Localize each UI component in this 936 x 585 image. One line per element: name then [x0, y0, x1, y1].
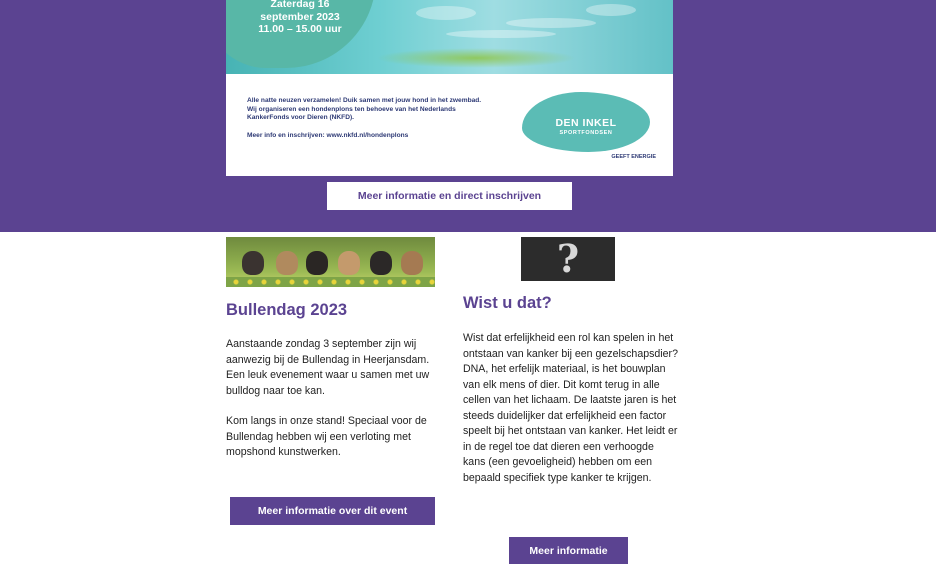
- article-paragraph: Kom langs in onze stand! Speciaal voor de Bullendag hebben wij een verloting met mopshond kunstwerken.: [226, 415, 427, 458]
- date-line2: september 2023: [260, 10, 340, 23]
- bulldogs-image: [226, 237, 435, 287]
- event-date: [248, 0, 352, 36]
- logo-title: DEN INKEL: [555, 117, 617, 129]
- question-mark-image: [521, 237, 615, 281]
- event-time: 11.00 – 15.00 uur: [258, 23, 342, 35]
- logo-subtitle: SPORTFONDSEN: [559, 130, 613, 136]
- more-info-button[interactable]: Meer informatie: [509, 537, 628, 564]
- banner-intro: Alle natte neuzen verzamelen! Duik samen met jouw hond in het zwembad. Wij organiseren een hondenplons ten behoeve van het Nederlands KankerFonds voor Dieren (NKFD).: [247, 97, 482, 122]
- date-line1: Zaterdag 16: [270, 0, 330, 10]
- article-title: Bullendag 2023: [226, 301, 348, 319]
- banner-text: [247, 97, 487, 149]
- logo-tagline: GEEFT ENERGIE: [611, 154, 656, 160]
- event-banner: [226, 0, 673, 176]
- banner-info-link: Meer info en inschrijven: www.nkfd.nl/hondenplons: [247, 131, 409, 139]
- article-wist-u-dat: [463, 237, 678, 486]
- question-mark-icon: ?: [556, 237, 580, 281]
- article-bullendag: [226, 237, 436, 461]
- register-button[interactable]: Meer informatie en direct inschrijven: [327, 182, 572, 210]
- article-paragraph: Wist dat erfelijkheid een rol kan spelen in het ontstaan van kanker bij een gezelschapsdier? DNA, het erfelijk materiaal, is het bouwplan van elk mens of dier. Dit komt terug in alle cellen van het lichaam. De laatste jaren is het steeds duidelijker dat erfelijkheid een factor speelt bij het ontstaan van kanker. Het leidt er in de regel toe dat dieren een verhoogde kans (een gevoeligheid) hebben om een bepaald specifiek type kanker te krijgen.: [463, 332, 678, 484]
- banner-photo: [226, 0, 673, 74]
- article-paragraph: Aanstaande zondag 3 september zijn wij aanwezig bij de Bullendag in Heerjansdam. Een leuk evenement waar u samen met uw bulldog naar toe kan.: [226, 338, 430, 397]
- article-title: Wist u dat?: [463, 294, 552, 312]
- event-info-button[interactable]: Meer informatie over dit event: [230, 497, 435, 525]
